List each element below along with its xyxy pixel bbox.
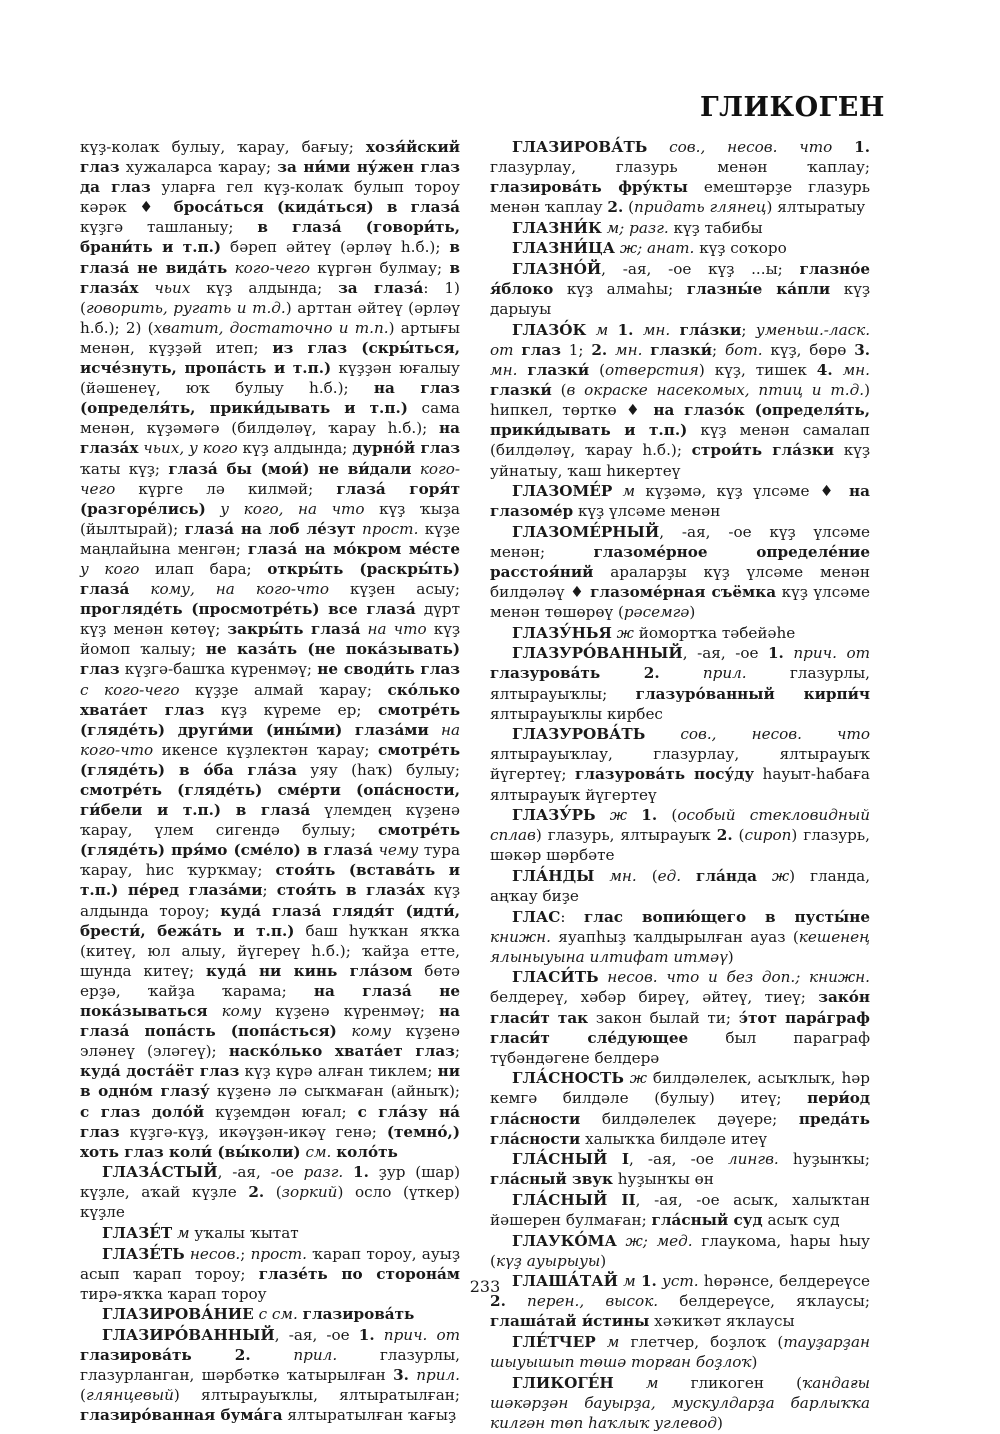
dictionary-entry: ГЛАСИ́ТЬ несов. что и без доп.; книжн. белдереү, хәбәр биреү, әйтеү, тиеү; зако́н гласи́т так закон былай ти; э́тот пара́граф гласи́т сле́дующее был параграф түбәндәгене белдерә [490,968,870,1067]
dictionary-entry: ГЛАЗНИ́ЦА ж; анат. күҙ соҡоро [512,239,787,258]
dictionary-entry: ГЛАЗЕ́ТЬ несов.; прост. ҡарап тороу, ауыҙ асып ҡарап тороу; глазе́ть по сторона́м тирә-яҡҡа ҡарап тороу [80,1244,461,1303]
dictionary-entry: ГЛАЗИРОВА́ТЬ сов., несов. что 1. глазурлау, глазурь менән ҡаплау; глазирова́ть фру́кты емештәрҙе глазурь менән ҡаплау 2. (придать глянец) ялтыратыу [490,138,871,217]
dictionary-entry: ГЛАЗОМЕ́Р м күҙәмә, күҙ үлсәме ♦ на глазоме́р күҙ үлсәме менән [490,482,871,521]
dictionary-entry: ГЛАЗИРОВА́НИЕ с см. глазирова́ть [102,1305,415,1324]
left-column [80,137,460,1426]
dictionary-entry: ГЛАУКО́МА ж; мед. глаукома, һары һыу (күҙ ауырыуы) [490,1231,870,1270]
dictionary-entry: ГЛАЗУ́НЬЯ ж йомортҡа тәбейәһе [512,623,796,642]
dictionary-entry: ГЛАЗО́К м 1. мн. гла́зки; уменьш.-ласк. от глаз 1; 2. мн. глазки́; бот. күҙ, бөрө 3. мн. глазки́ (отверстия) күҙ, тишек 4. мн. глазки́ (в окраске насекомых, птиц и т.д.) һипкел, төрткө ♦ на глазо́к (определя́ть, прики́дывать и т.п.) күҙ менән самалап (билдәләү, ҡарау һ.б.); строи́ть гла́зки күҙ уйнатыу, ҡаш һикертеү [490,320,871,480]
dictionary-entry: ГЛАША́ТАЙ м 1. уст. һөрәнсе, белдереүсе 2. перен., высок. белдереүсе, яҡлаусы; глаша́тай и́стины хәҡиҡәт яҡлаусы [490,1272,871,1331]
dictionary-entry: ГЛАЗУРО́ВАННЫЙ, -ая, -ое 1. прич. от глазурова́ть 2. прил. глазурлы, ялтырауыҡлы; глазуро́ванный кирпи́ч ялтырауыҡлы кирбес [490,644,871,723]
dictionary-entry: ГЛА́СНОСТЬ ж билдәлелек, асыҡлыҡ, һәр кемгә билдәле (булыу) итеү; пери́од гла́сности билдәлелек дәүере; преда́ть гла́сности халыҡҡа билдәле итеү [490,1069,870,1148]
dictionary-entry: ГЛА́НДЫ мн. (ед. гла́нда ж) гланда, аңҡау биҙе [490,866,871,905]
dictionary-entry: ГЛА́СНЫЙ I, -ая, -ое лингв. һуҙынҡы; гла́сный звук һуҙынҡы өн [490,1150,871,1189]
dictionary-entry: ГЛА́СНЫЙ II, -ая, -ое асыҡ, халыҡтан йәшерен булмаған; гла́сный суд асыҡ суд [490,1190,870,1229]
running-head: ГЛИКОГЕН [700,92,885,123]
dictionary-entry: ГЛАЗНИ́К м; разг. күҙ табибы [512,218,763,237]
page-number: 233 [469,1277,501,1296]
right-column [490,137,870,1434]
entry-continuation: күҙ-колаҡ булыу, ҡарау, бағыу; хозя́йский глаз хужаларса ҡарау; за ни́ми ну́жен глаз да глаз уларға гел күҙ-колаҡ булып тороу кәрәк ♦ броса́ться (кида́ться) в глаза́ күҙгә ташланыу; в глаза́ (говори́ть, брани́ть и т.п.) бәреп әйтеү (әрләү һ.б.); в глаза́ не вида́ть кого-чего күргән булмау; в глаза́х чьих күҙ алдында; за глаза́: 1) (говорить, ругать и т.д.) арттан әйтеү (әрләү һ.б.); 2) (хватит, достаточно и т.п.) артығы менән, күҙҙәй итеп; из глаз (скры́ться, исче́знуть, пропа́сть и т.п.) күҙҙән юғалыу (йәшенеү, юҡ булыу һ.б.); на глаз (определя́ть, прики́дывать и т.п.) сама менән, күҙәмәгә (билдәләү, ҡарау һ.б.); на глаза́х чьих, у кого күҙ алдында; дурно́й глаз ҡаты күҙ; глаза́ бы (мои́) не ви́дали кого-чего күрге лә килмәй; глаза́ горя́т (разгоре́лись) у кого, на что күҙ ҡыҙа (йылтырай); глаза́ на лоб ле́зут прост. күҙе маңлайына менгән; глаза́ на мо́кром ме́сте у кого илап бара; откры́ть (раскры́ть) глаза́ кому, на кого-что күҙен асыу; прогляде́ть (просмотре́ть) все глаза́ дүрт күҙ менән көтөү; закры́ть глаза́ на что күҙ йомоп ҡалыу; не каза́ть (не пока́зывать) глаз күҙгә-башҡа күренмәү; не своди́ть глаз с кого-чего күҙҙе алмай ҡарау; ско́лько хвата́ет глаз күҙ күреме ер; смотре́ть (гляде́ть) други́ми (ины́ми) глаза́ми на кого-что икенсе күҙлектән ҡарау; смотре́ть (гляде́ть) в о́ба гла́за уяу (һаҡ) булыу; смотре́ть (гляде́ть) сме́рти (опа́сности, ги́бели и т.п.) в глаза́ үлемдең күҙенә ҡарау, үлем сигендә булыу; смотре́ть (гляде́ть) пря́мо (сме́ло) в глаза́ чему тура ҡарау, һис ҡурҡмау; стоя́ть (встава́ть и т.п.) пе́ред глаза́ми; стоя́ть в глаза́х күҙ алдында тороу; куда́ глаза́ глядя́т (идти́, брести́, бежа́ть и т.п.) баш һуҡҡан яҡҡа (китеү, юл алыу, йүгереү һ.б.); ҡайҙа етте, шунда китеү; куда́ ни кинь гла́зом бөтә ерҙә, ҡайҙа ҡарама; на глаза́ не пока́зываться кому күҙенә күренмәү; на глаза́ попа́сть (попа́сться) кому күҙенә эләнеү (эләгеү); наско́лько хвата́ет глаз; куда́ доста́ёт глаз күҙ күрә алған тиклем; ни в одно́м глазу́ күҙенә лә сыҡмаған (айныҡ); с глаз доло́й күҙемдән юғал; с гла́зу на́ глаз күҙгә-күҙ, икәүҙән-икәү генә; (темно́,) хоть глаз коли́ (вы́коли) см. коло́ть [80,138,461,1161]
dictionary-entry: ГЛАЗУ́РЬ ж 1. (особый стекловидный сплав) глазурь, ялтырауыҡ 2. (сироп) глазурь, шәкәр шәрбәте [490,806,870,865]
dictionary-entry: ГЛАЗА́СТЫЙ, -ая, -ое разг. 1. ҙур (шар) күҙле, аҡай күҙле 2. (зоркий) осло (үткер) күҙле [80,1163,461,1222]
dictionary-entry: ГЛАЗУРОВА́ТЬ сов., несов. что ялтырауыҡлау, глазурлау, ялтырауыҡ йүгертеү; глазурова́ть посу́ду һауыт-һабаға ялтырауыҡ йүгертеү [490,725,870,804]
dictionary-entry: ГЛИКОГЕ́Н м гликоген (ҡандағы шәкәрҙән бауырҙа, мускулдарҙа барлыҡҡа килгән төп һаҡлыҡ углевод) [490,1373,871,1432]
dictionary-entry: ГЛЕ́ТЧЕР м глетчер, боҙлоҡ (тауҙарҙан шыуышып төшә торған боҙлоҡ) [490,1333,870,1372]
dictionary-entry: ГЛАЗНО́Й, -ая, -ое күҙ ...ы; глазно́е я́блоко күҙ алмаһы; глазны́е ка́пли күҙ дарыуы [490,260,870,319]
dictionary-entry: ГЛАЗЕ́Т м уҡалы ҡытат [102,1224,299,1243]
dictionary-entry: ГЛАС: глас вопию́щего в пусты́не книжн. яуапһыҙ ҡалдырылған ауаз (кешенең ялыныуына илтифат итмәү) [490,907,870,966]
dictionary-entry: ГЛАЗОМЕ́РНЫЙ, -ая, -ое күҙ үлсәме менән; глазоме́рное определе́ние расстоя́ний араларҙы күҙ үлсәме менән билдәләү ♦ глазоме́рная съёмка күҙ үлсәме менән төшөрөү (рәсемгә) [490,522,870,622]
dictionary-entry: ГЛАЗИРО́ВАННЫЙ, -ая, -ое 1. прич. от глазирова́ть 2. прил. глазурлы, глазурланган, шәрбәткә ҡатырылған 3. прил. (глянцевый) ялтырауыҡлы, ялтыратылған; глазиро́ванная бума́га ялтыратылған ҡағыҙ [80,1326,461,1425]
